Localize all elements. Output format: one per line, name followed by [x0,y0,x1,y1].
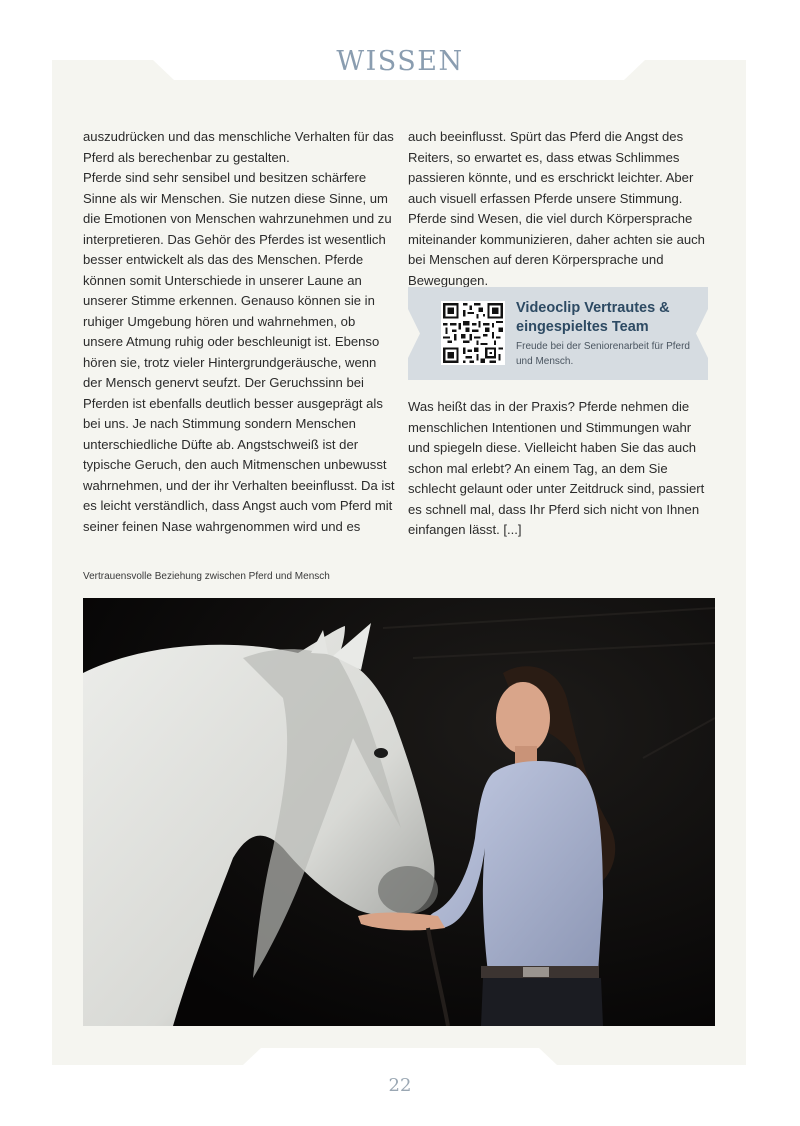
video-title[interactable]: Videoclip Vertrautes & eingespieltes Team [516,300,670,335]
qr-code-icon[interactable] [441,301,505,365]
section-title: WISSEN [336,46,464,77]
page-number: 22 [388,1075,412,1096]
right-paragraph-2: Was heißt das in der Praxis? Pferde nehmen die menschlichen Intentionen und Stimmungen wahr und spiegeln diese. Vielleicht haben Sie das auch schon mal erlebt? An einem Tag, an dem Sie schlecht gelaunt oder unter Zeitdruck sind, passiert es schnell mal, dass Ihr Pferd sich nicht von Ihnen einfangen lässt. [...] [408,399,705,537]
left-paragraph-2: Pferde sind sehr sensibel und besitzen schärfere Sinne als wir Menschen. Sie nutzen diese Sinne, um die Emotionen von Menschen wahrzunehmen und zu interpretieren. Das Gehör des Pferdes ist wesentlich besser entwickelt als das des Menschen. Pferde können somit Unterschiede in unserer Laune an unserer Stimme erkennen. Genauso können sie in ruhiger Umgebung hören und wahrnehmen, ob unsere Atmung ruhig oder beschleunigt ist. Ebenso hören sie, trotz vieler Hintergrundgeräusche, wenn der Mensch genervt seufzt. Der Geruchssinn bei Pferden ist ebenfalls deutlich besser ausgeprägt als bei uns. Je nach Stimmung sondern Menschen unterschiedliche Düfte ab. Angstschweiß ist der typische Geruch, den auch Mitmenschen unbewusst wahrnehmen, und der ihr Verhalten beeinflusst. Da ist es leicht verständlich, dass Angst auch vom Pferd mit seiner feinen Nase wahrgenommen wird und es [83,170,395,534]
left-column [83,127,395,537]
right-paragraph-1: auch beeinflusst. Spürt das Pferd die Angst des Reiters, so erwartet es, dass etwas Schlimmes passieren könnte, und es erschrickt leichter. Aber auch visuell erfassen Pferde unsere Stimmung. Pferde sind Wesen, die viel durch Körpersprache miteinander kommunizieren, daher achten sie auch bei Menschen auf deren Körpersprache und Bewegungen. [408,129,705,288]
left-paragraph-1: auszudrücken und das menschliche Verhalten für das Pferd als berechenbar zu gestalten. [83,129,394,165]
right-column-top [408,127,714,291]
horse-and-woman-photo [83,598,715,1026]
right-column-bottom [408,397,714,541]
photo-caption: Vertrauensvolle Beziehung zwischen Pferd und Mensch [83,571,330,582]
video-subtitle: Freude bei der Seniorenarbeit für Pferd und Mensch. [516,341,690,367]
panel-bottom-notch [243,1048,557,1065]
